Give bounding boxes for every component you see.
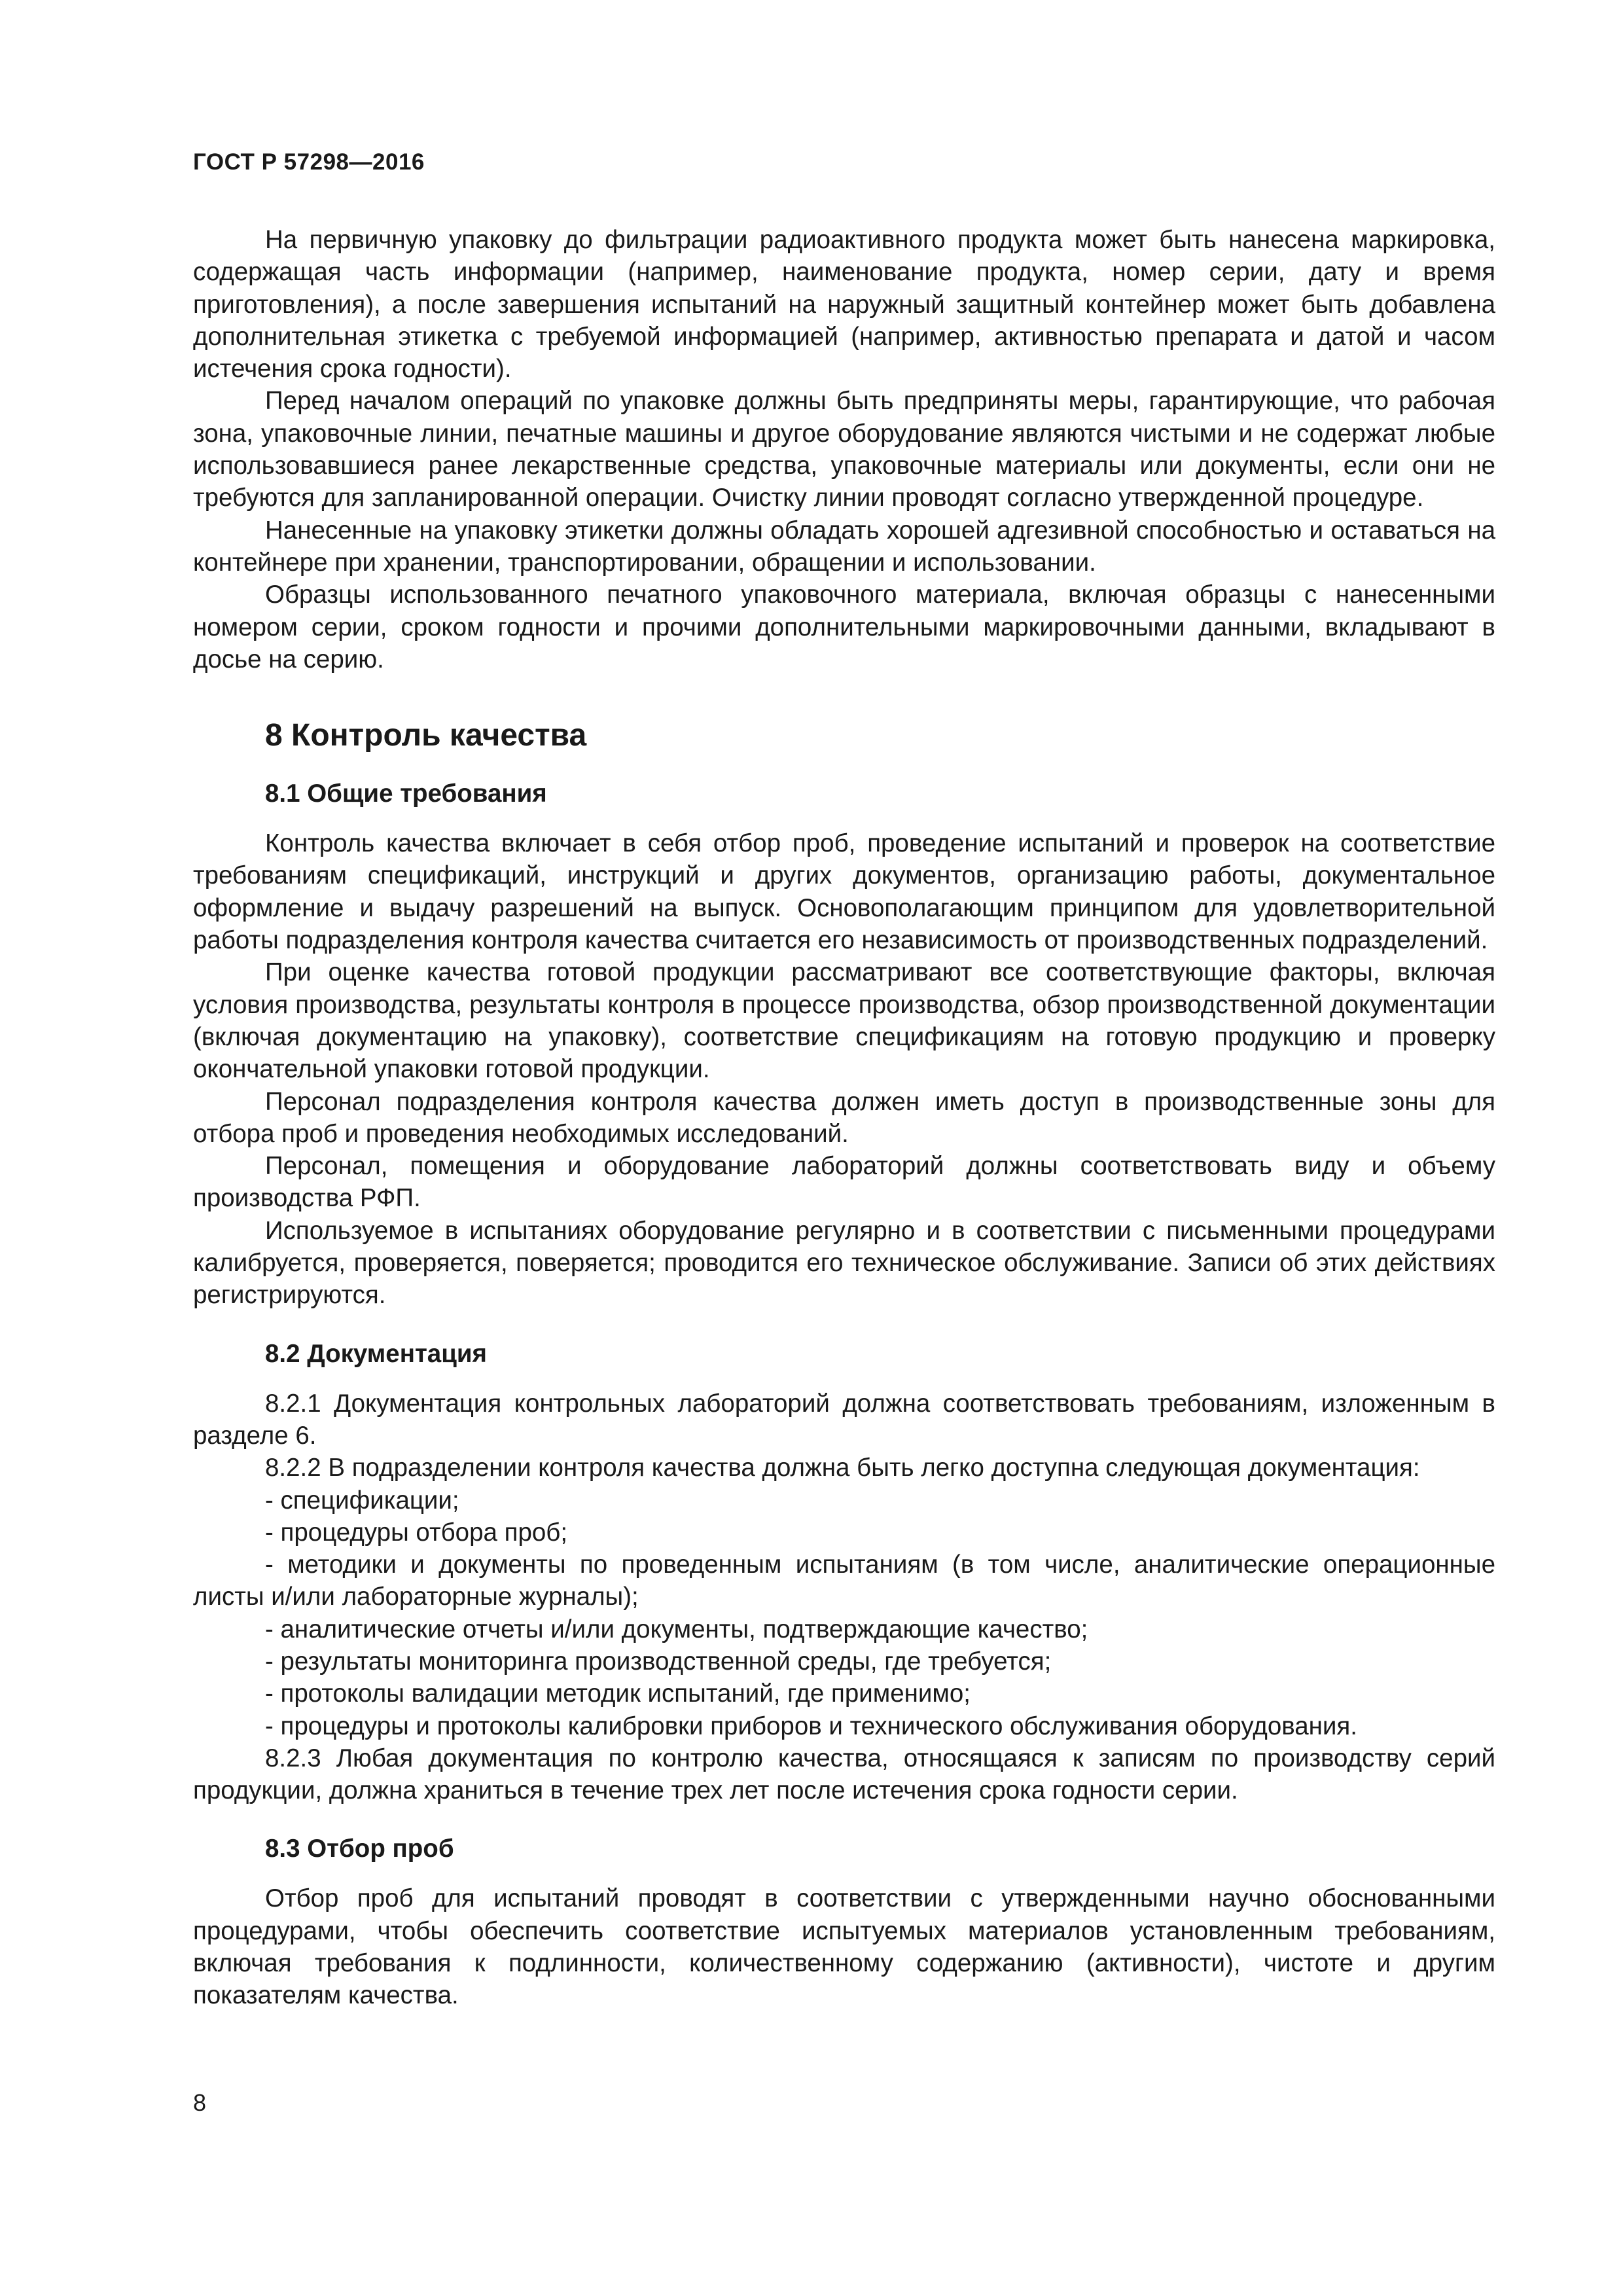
doc-list-item: - методики и документы по проведенным испытаниям (в том числе, аналитические операционные листы и/или лабораторные журналы); <box>193 1551 1495 1611</box>
section-8-1-paragraph-1: Контроль качества включает в себя отбор проб, проведение испытаний и проверок на соответствие требованиям спецификаций, инструкций и других документов, организацию работы, документальное оформление и выдачу разрешений на выпуск. Основополагающим принципом для удовлетворительной работы подразделения контроля качества считается его независимость от производственных подразделений. <box>193 829 1495 955</box>
section-8-1-paragraph-3: Персонал подразделения контроля качества должен иметь доступ в производственные зоны для отбора проб и проведения необходимых исследований. <box>193 1087 1495 1148</box>
doc-list-item: - процедуры отбора проб; <box>265 1518 568 1547</box>
clause-8-2-2: 8.2.2 В подразделении контроля качества должна быть легко доступна следующая документация: <box>265 1454 1420 1482</box>
intro-paragraph-4: Образцы использованного печатного упаковочного материала, включая образцы с нанесенными номером серии, сроком годности и прочими дополнительными маркировочными данными, вкладывают в досье на серию. <box>193 581 1495 673</box>
document-code-header: ГОСТ Р 57298—2016 <box>193 149 425 175</box>
page-number: 8 <box>193 2089 207 2116</box>
intro-paragraph-2: Перед началом операций по упаковке должны быть предприняты меры, гарантирующие, что рабочая зона, упаковочные линии, печатные машины и другое оборудование являются чистыми и не содержат любые использовавшиеся ранее лекарственные средства, упаковочные материалы или документы, если они не требуются для запланированной операции. Очистку линии проводят согласно утвержденной процедуре. <box>193 387 1495 512</box>
document-body <box>193 224 1495 2012</box>
section-8-1-heading: 8.1 Общие требования <box>265 780 547 808</box>
clause-8-2-3: 8.2.3 Любая документация по контролю качества, относящаяся к записям по производству серий продукции, должна храниться в течение трех лет после истечения срока годности серии. <box>193 1744 1495 1805</box>
doc-list-item: - протоколы валидации методик испытаний, где применимо; <box>265 1679 971 1708</box>
section-8-1-paragraph-4: Персонал, помещения и оборудование лабораторий должны соответствовать виду и объему производства РФП. <box>193 1152 1495 1213</box>
doc-list-item: - аналитические отчеты и/или документы, подтверждающие качество; <box>265 1615 1088 1643</box>
doc-list-item: - спецификации; <box>265 1486 459 1515</box>
section-8-3-paragraph: Отбор проб для испытаний проводят в соответствии с утвержденными научно обоснованными процедурами, чтобы обеспечить соответствие испытуемых материалов установленным требованиям, включая требования к подлинности, количественному содержанию (активности), чистоте и другим показателям качества. <box>193 1884 1495 2010</box>
doc-list-item: - процедуры и протоколы калибровки приборов и технического обслуживания оборудования. <box>265 1712 1357 1740</box>
section-8-heading: 8 Контроль качества <box>265 718 587 753</box>
section-8-1-paragraph-2: При оценке качества готовой продукции рассматривают все соответствующие факторы, включая условия производства, результаты контроля в процессе производства, обзор производственной документации (включая документацию на упаковку), соответствие спецификациям на готовую продукцию и проверку окончательной упаковки готовой продукции. <box>193 958 1495 1084</box>
section-8-3-heading: 8.3 Отбор проб <box>265 1835 454 1863</box>
clause-8-2-1: 8.2.1 Документация контрольных лабораторий должна соответствовать требованиям, изложенным в разделе 6. <box>193 1389 1495 1450</box>
section-8-1-paragraph-5: Используемое в испытаниях оборудование регулярно и в соответствии с письменными процедурами калибруется, проверяется, поверяется; проводится его техническое обслуживание. Записи об этих действиях регистрируются. <box>193 1216 1495 1310</box>
intro-paragraph-3: Нанесенные на упаковку этикетки должны обладать хорошей адгезивной способностью и оставаться на контейнере при хранении, транспортировании, обращении и использовании. <box>193 516 1495 577</box>
intro-paragraph-1: На первичную упаковку до фильтрации радиоактивного продукта может быть нанесена маркировка, содержащая часть информации (например, наименование продукта, номер серии, дату и время приготовления), а после завершения испытаний на наружный защитный контейнер может быть добавлена дополнительная этикетка с требуемой информацией (например, активностью препарата и датой и часом истечения срока годности). <box>193 226 1495 384</box>
doc-list-item: - результаты мониторинга производственной среды, где требуется; <box>265 1647 1052 1676</box>
section-8-2-heading: 8.2 Документация <box>265 1339 488 1368</box>
